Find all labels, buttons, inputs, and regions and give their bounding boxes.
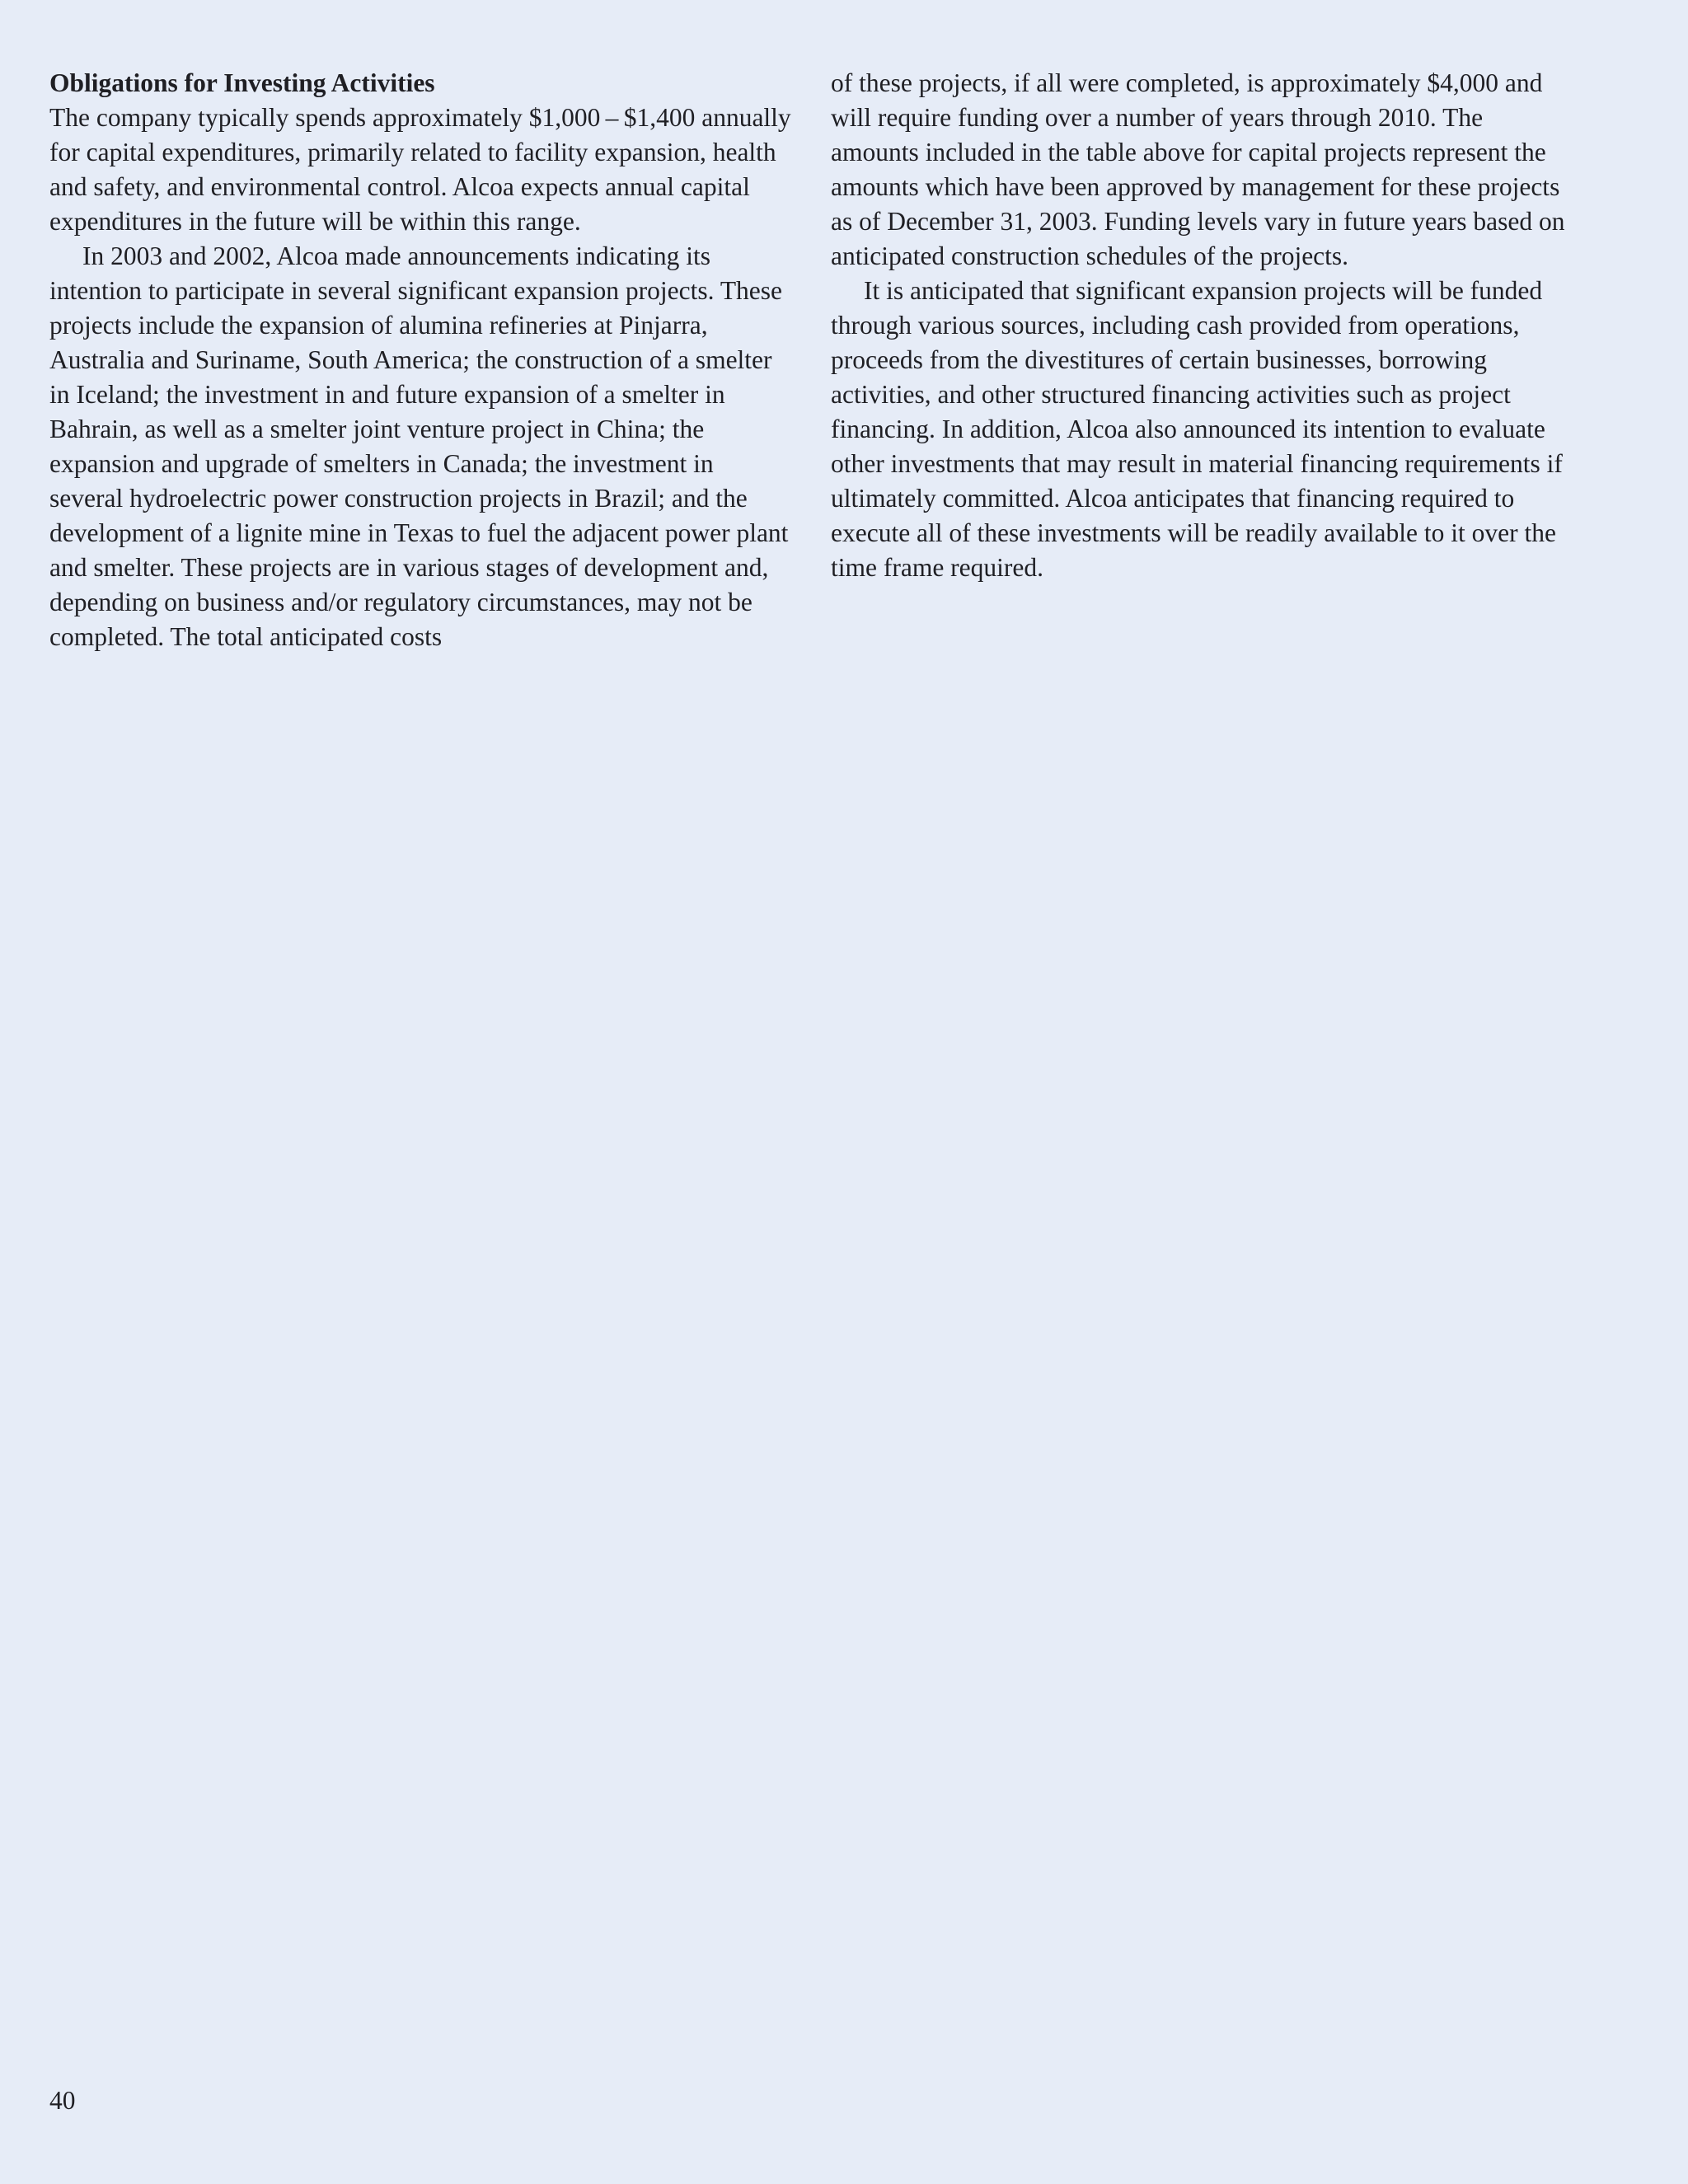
paragraph-capital-expenditures: The company typically spends approximately $1,000 – $1,400 annually for capital expenditures, primarily related to facility expansion, health and safety, and environmental control. Alcoa expects annual capital expenditures in the future will be within this range. <box>49 103 791 236</box>
page-number: 40 <box>49 2086 76 2115</box>
left-column <box>49 66 791 654</box>
paragraph-expansion-projects: In 2003 and 2002, Alcoa made announcements indicating its intention to participate in several significant expansion projects. These projects include the expansion of alumina refineries at Pinjarra, Australia and Suriname, South America; the construction of a smelter in Iceland; the investment in and future expansion of a smelter in Bahrain, as well as a smelter joint venture project in China; the expansion and upgrade of smelters in Canada; the investment in several hydroelectric power construction projects in Brazil; and the development of a lignite mine in Texas to fuel the adjacent power plant and smelter. These projects are in various stages of development and, depending on business and/or regulatory circumstances, may not be completed. The total anticipated costs <box>49 241 789 651</box>
paragraph-expansion-projects-continued: of these projects, if all were completed, is approximately $4,000 and will require funding over a number of years through 2010. The amounts included in the table above for capital projects represent the amounts which have been approved by management for these projects as of December 31, 2003. Funding levels vary in future years based on anticipated construction schedules of the projects. <box>831 68 1565 270</box>
section-heading: Obligations for Investing Activities <box>49 68 435 97</box>
right-column <box>831 66 1573 585</box>
paragraph-funding-sources: It is anticipated that significant expansion projects will be funded through various sources, including cash provided from operations, proceeds from the divestitures of certain businesses, borrowing activities, and other structured financing activities such as project financing. In addition, Alcoa also announced its intention to evaluate other investments that may result in material financing requirements if ultimately committed. Alcoa anticipates that financing required to execute all of these investments will be readily available to it over the time frame required. <box>831 276 1563 582</box>
